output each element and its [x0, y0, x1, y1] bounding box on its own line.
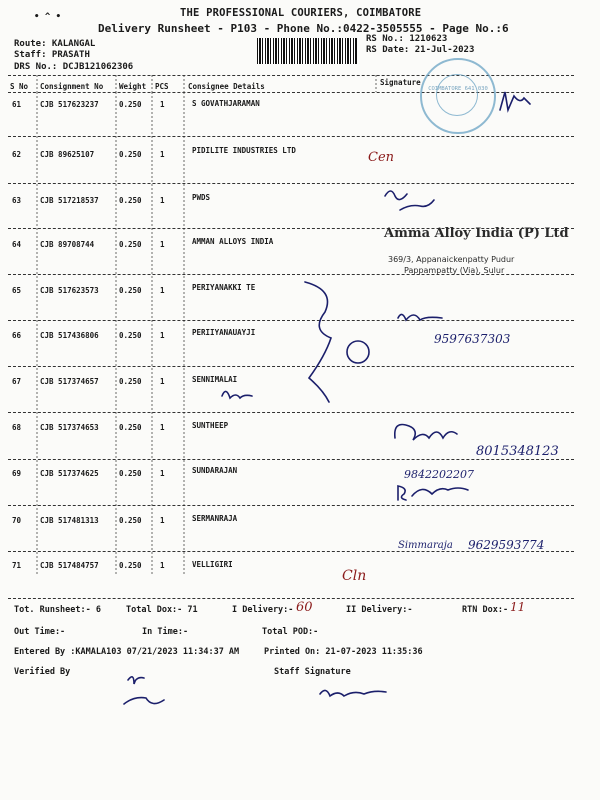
row-sno: 62	[12, 150, 22, 159]
row-sno: 63	[12, 196, 22, 205]
row-weight: 0.250	[119, 150, 142, 159]
row-consignee: SUNDARAJAN	[192, 466, 238, 475]
route-label: Route: KALANGAL	[14, 39, 96, 49]
row-consignee: PERIYANAKKI TE	[192, 283, 256, 292]
rs-date: RS Date: 21-Jul-2023	[366, 45, 475, 55]
row-consignment: CJB 517374625	[40, 469, 99, 478]
col-consignee: Consignee Details	[188, 82, 265, 91]
handwritten-phone-70: 9629593774	[468, 538, 545, 552]
row-sno: 68	[12, 423, 22, 432]
row-consignee: AMMAN ALLOYS INDIA	[192, 237, 274, 246]
row-consignee: SUNTHEEP	[192, 421, 229, 430]
handwritten-sig-70: Simmaraja	[398, 540, 453, 551]
in-time: In Time:-	[142, 627, 189, 637]
row-pcs: 1	[160, 286, 165, 295]
row-consignment: CJB 517623573	[40, 286, 99, 295]
out-time: Out Time:-	[14, 627, 66, 637]
handwritten-phone-68: 8015348123	[476, 444, 559, 459]
col-weight: Weight	[119, 82, 147, 91]
total-dox: Total Dox:- 71	[126, 605, 198, 615]
row-consignment: CJB 89625107	[40, 150, 95, 159]
row-weight: 0.250	[119, 469, 142, 478]
company-seal: COIMBATORE 641 030	[420, 58, 496, 134]
row-weight: 0.250	[119, 196, 142, 205]
row-consignment: CJB 517623237	[40, 100, 99, 109]
row-sno: 70	[12, 516, 22, 525]
row-pcs: 1	[160, 423, 165, 432]
row-consignment: CJB 517484757	[40, 561, 99, 570]
handwritten-phone-69: 9842202207	[404, 468, 474, 481]
row-consignment: CJB 517218537	[40, 196, 99, 205]
row-pcs: 1	[160, 240, 165, 249]
row-sno: 67	[12, 377, 22, 386]
tot-runsheet: Tot. Runsheet:- 6	[14, 605, 101, 615]
col-pcs: PCS	[155, 82, 169, 91]
row-pcs: 1	[160, 377, 165, 386]
runsheet-subtitle: Delivery Runsheet - P103 - Phone No.:0422-3505555 - Page No.:6	[98, 22, 509, 35]
row-weight: 0.250	[119, 561, 142, 570]
row-weight: 0.250	[119, 240, 142, 249]
row-consignee: PERIIYANAUAYJI	[192, 328, 256, 337]
total-pod: Total POD:-	[262, 627, 319, 637]
row-consignment: CJB 517374657	[40, 377, 99, 386]
amma-stamp-line3: Pappampatty (Via), Sulur	[404, 266, 505, 275]
row-consignment: CJB 517436806	[40, 331, 99, 340]
amma-stamp-line1: Amma Alloy India (P) Ltd	[384, 226, 569, 241]
row-pcs: 1	[160, 150, 165, 159]
handwritten-rtn-count: 11	[510, 600, 526, 614]
handwritten-cln: Cln	[342, 568, 367, 584]
staff-label: Staff: PRASATH	[14, 50, 90, 60]
row-consignment: CJB 89708744	[40, 240, 95, 249]
printed-on: Printed On: 21-07-2023 11:35:36	[264, 647, 423, 657]
row-consignment: CJB 517481313	[40, 516, 99, 525]
row-sno: 69	[12, 469, 22, 478]
row-consignee: VELLIGIRI	[192, 560, 233, 569]
row-consignee: SENNIMALAI	[192, 375, 238, 384]
row-consignee: PWDS	[192, 193, 211, 202]
row-weight: 0.250	[119, 331, 142, 340]
amma-stamp-line2: 369/3, Appanaickenpatty Pudur	[388, 255, 515, 264]
handwritten-delivery-count: 60	[296, 600, 313, 615]
row-weight: 0.250	[119, 377, 142, 386]
entered-by: Entered By :KAMALA103 07/21/2023 11:34:37 AM	[14, 647, 240, 657]
row-pcs: 1	[160, 561, 165, 570]
col-sno: S No	[10, 82, 29, 91]
company-title: THE PROFESSIONAL COURIERS, COIMBATORE	[180, 7, 422, 19]
i-delivery: I Delivery:-	[232, 605, 294, 615]
row-consignment: CJB 517374653	[40, 423, 99, 432]
col-signature: Signature	[380, 78, 421, 87]
handwritten-cen: Cen	[368, 150, 395, 165]
row-weight: 0.250	[119, 423, 142, 432]
row-consignee: PIDILITE INDUSTRIES LTD	[192, 146, 296, 155]
row-weight: 0.250	[119, 516, 142, 525]
staff-signature: Staff Signature	[274, 667, 351, 677]
col-consignment: Consignment No	[40, 82, 104, 91]
row-pcs: 1	[160, 196, 165, 205]
row-sno: 64	[12, 240, 22, 249]
row-pcs: 1	[160, 469, 165, 478]
row-sno: 66	[12, 331, 22, 340]
corner-mark: • ^ •	[34, 12, 62, 22]
rtn-dox: RTN Dox:-	[462, 605, 509, 615]
row-pcs: 1	[160, 100, 165, 109]
row-sno: 65	[12, 286, 22, 295]
verified-by: Verified By	[14, 667, 71, 677]
row-consignee: SERMANRAJA	[192, 514, 238, 523]
drs-label: DRS No.: DCJB121062306	[14, 62, 134, 72]
row-pcs: 1	[160, 331, 165, 340]
row-pcs: 1	[160, 516, 165, 525]
row-weight: 0.250	[119, 100, 142, 109]
handwritten-phone-66: 9597637303	[434, 332, 511, 346]
row-sno: 61	[12, 100, 22, 109]
ii-delivery: II Delivery:-	[346, 605, 413, 615]
row-sno: 71	[12, 561, 22, 570]
row-weight: 0.250	[119, 286, 142, 295]
rs-number: RS No.: 1210623	[366, 34, 448, 44]
row-consignee: S GOVATHJARAMAN	[192, 99, 260, 108]
